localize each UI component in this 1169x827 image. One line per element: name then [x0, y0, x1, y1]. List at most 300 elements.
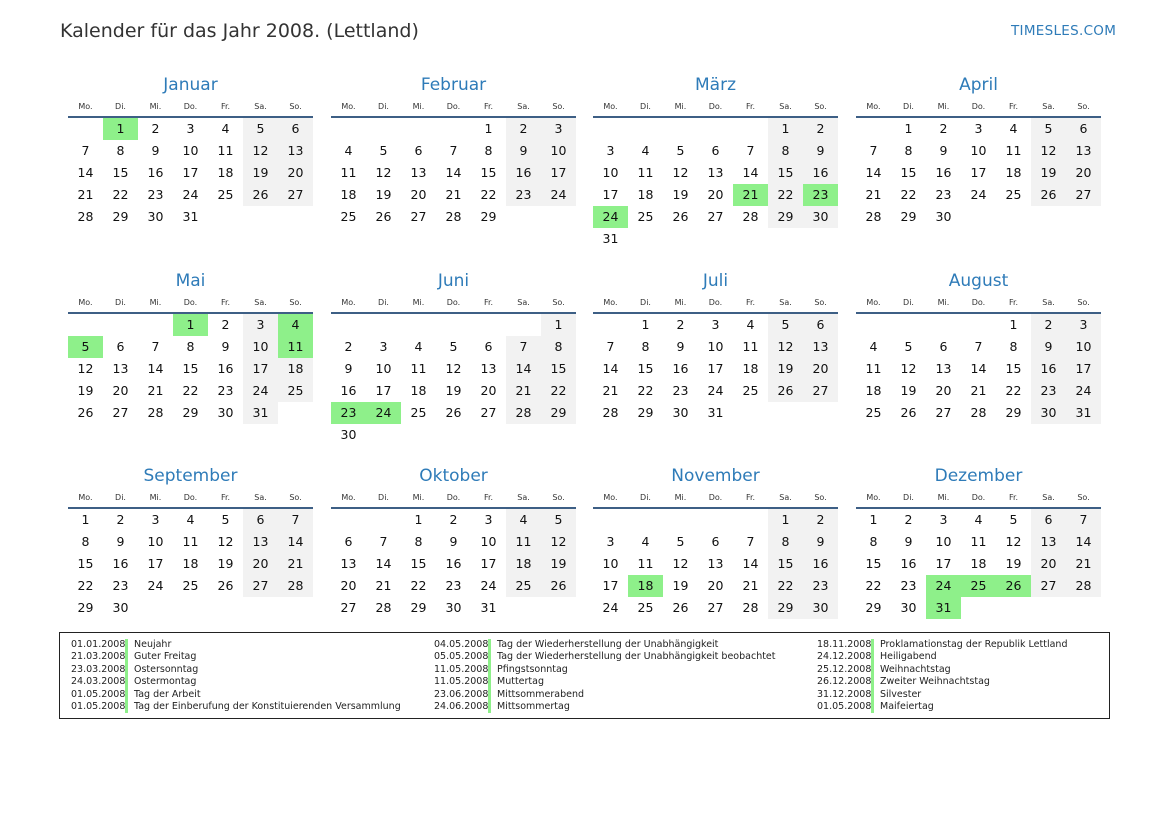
empty-cell: [663, 509, 698, 531]
day-cell: 21: [602, 383, 619, 398]
day-cell: 1: [1009, 317, 1018, 332]
day-cell: 25: [410, 405, 427, 420]
day-cell: 13: [278, 140, 313, 162]
day-cell: 22: [900, 187, 917, 202]
legend-holiday-name: Ostersonntag: [134, 663, 199, 675]
day-cell: 29: [182, 405, 199, 420]
day-cell: 17: [182, 165, 199, 180]
day-cell: 14: [147, 361, 164, 376]
legend-date: 24.12.2008: [817, 651, 874, 663]
day-cell: 27: [112, 405, 129, 420]
day-cell: 3: [711, 317, 720, 332]
day-cell: 7: [974, 339, 983, 354]
day-cell: 30: [1031, 402, 1066, 424]
day-cell: 7: [81, 143, 90, 158]
day-cell: 3: [484, 512, 493, 527]
weekday-label: Sa.: [517, 298, 530, 307]
day-grid: [68, 509, 313, 619]
legend-item: [817, 639, 1068, 651]
day-cell: 2: [939, 121, 948, 136]
weekday-label: So.: [552, 493, 565, 502]
day-cell: 12: [445, 361, 462, 376]
day-cell: 28: [602, 405, 619, 420]
day-cell: 10: [970, 143, 987, 158]
day-cell: 23: [900, 578, 917, 593]
day-cell: 12: [900, 361, 917, 376]
day-cell: 9: [116, 534, 125, 549]
day-cell: 21: [278, 553, 313, 575]
day-cell: 15: [768, 553, 803, 575]
weekday-label: So.: [289, 493, 302, 502]
day-cell: 4: [344, 143, 353, 158]
day-cell: 11: [410, 361, 427, 376]
legend-holiday-name: Pfingstsonntag: [497, 663, 568, 675]
legend-date: 04.05.2008: [434, 639, 491, 651]
day-cell: 16: [147, 165, 164, 180]
day-cell: 16: [803, 553, 838, 575]
legend-date: 05.05.2008: [434, 651, 491, 663]
day-cell: 18: [628, 575, 663, 597]
day-cell: 30: [147, 209, 164, 224]
month-name: Mai: [175, 271, 206, 291]
empty-cell: [436, 118, 471, 140]
day-cell: 5: [676, 143, 685, 158]
weekday-label: Mi.: [149, 298, 162, 307]
day-cell: 5: [68, 336, 103, 358]
day-cell: 31: [707, 405, 724, 420]
day-cell: 22: [768, 184, 803, 206]
day-cell: 8: [641, 339, 650, 354]
day-cell: 12: [672, 556, 689, 571]
day-cell: 3: [379, 339, 388, 354]
day-cell: 9: [904, 534, 913, 549]
weekday-label: Sa.: [1042, 102, 1055, 111]
empty-cell: [366, 118, 401, 140]
weekday-label: So.: [1077, 102, 1090, 111]
day-cell: 27: [340, 600, 357, 615]
weekday-label: Mi.: [937, 102, 950, 111]
day-cell: 1: [541, 314, 576, 336]
day-cell: 21: [445, 187, 462, 202]
weekday-label: Fr.: [220, 298, 231, 307]
day-cell: 3: [1066, 314, 1101, 336]
day-cell: 4: [414, 339, 423, 354]
day-cell: 24: [593, 206, 628, 228]
day-cell: 6: [243, 509, 278, 531]
weekday-label: So.: [552, 298, 565, 307]
weekday-label: So.: [289, 298, 302, 307]
day-cell: 19: [900, 383, 917, 398]
day-cell: 21: [865, 187, 882, 202]
day-cell: 29: [1005, 405, 1022, 420]
legend-date: 26.12.2008: [817, 676, 874, 688]
day-cell: 15: [410, 556, 427, 571]
day-cell: 7: [746, 143, 755, 158]
legend-date: 23.06.2008: [434, 689, 491, 701]
weekday-header: [593, 491, 838, 509]
day-cell: 10: [243, 336, 278, 358]
day-cell: 11: [970, 534, 987, 549]
day-cell: 14: [77, 165, 94, 180]
day-grid: [593, 118, 838, 250]
day-cell: 8: [186, 339, 195, 354]
month-name: Februar: [420, 75, 487, 95]
day-cell: 8: [904, 143, 913, 158]
day-cell: 28: [506, 402, 541, 424]
day-cell: 10: [935, 534, 952, 549]
empty-cell: [961, 314, 996, 336]
weekday-header: [68, 296, 313, 314]
day-cell: 13: [935, 361, 952, 376]
legend-item: [71, 639, 401, 651]
day-cell: 14: [445, 165, 462, 180]
day-cell: 24: [926, 575, 961, 597]
day-cell: 2: [1031, 314, 1066, 336]
day-cell: 19: [1031, 162, 1066, 184]
day-cell: 14: [602, 361, 619, 376]
day-cell: 26: [900, 405, 917, 420]
day-cell: 9: [449, 534, 458, 549]
day-cell: 13: [112, 361, 129, 376]
day-cell: 8: [768, 531, 803, 553]
day-cell: 26: [375, 209, 392, 224]
day-cell: 31: [480, 600, 497, 615]
day-cell: 18: [637, 187, 654, 202]
legend-holiday-name: Tag der Wiederherstellung der Unabhängigkeit beobachtet: [497, 651, 776, 663]
month-10: [331, 465, 576, 619]
day-grid: [68, 118, 313, 228]
day-cell: 26: [768, 380, 803, 402]
weekday-label: Fr.: [1008, 298, 1019, 307]
month-12: [856, 465, 1101, 619]
empty-cell: [506, 314, 541, 336]
day-cell: 27: [410, 209, 427, 224]
day-cell: 15: [1005, 361, 1022, 376]
legend-column: [71, 639, 401, 713]
day-cell: 5: [379, 143, 388, 158]
weekday-label: Mo.: [866, 493, 881, 502]
day-cell: 31: [1066, 402, 1101, 424]
day-cell: 18: [1005, 165, 1022, 180]
day-cell: 17: [602, 578, 619, 593]
day-cell: 22: [77, 578, 94, 593]
weekday-label: Mi.: [937, 298, 950, 307]
day-cell: 31: [926, 597, 961, 619]
month-7: [593, 270, 838, 424]
day-cell: 31: [243, 402, 278, 424]
day-cell: 23: [935, 187, 952, 202]
weekday-label: Mi.: [149, 493, 162, 502]
legend-date: 24.06.2008: [434, 701, 491, 713]
day-grid: [331, 509, 576, 619]
day-cell: 20: [803, 358, 838, 380]
month-5: [68, 270, 313, 424]
day-cell: 26: [217, 578, 234, 593]
day-cell: 27: [1031, 575, 1066, 597]
weekday-label: Di.: [115, 102, 126, 111]
day-cell: 15: [541, 358, 576, 380]
day-cell: 16: [803, 162, 838, 184]
day-cell: 27: [278, 184, 313, 206]
empty-cell: [891, 314, 926, 336]
day-cell: 9: [939, 143, 948, 158]
day-cell: 7: [1066, 509, 1101, 531]
day-cell: 28: [742, 209, 759, 224]
weekday-label: Sa.: [254, 493, 267, 502]
day-cell: 22: [865, 578, 882, 593]
day-cell: 10: [541, 140, 576, 162]
day-cell: 20: [1031, 553, 1066, 575]
day-cell: 4: [186, 512, 195, 527]
day-cell: 27: [803, 380, 838, 402]
day-grid: [331, 314, 576, 446]
day-cell: 6: [278, 118, 313, 140]
legend-holiday-name: Neujahr: [134, 639, 172, 650]
day-cell: 29: [77, 600, 94, 615]
day-cell: 6: [344, 534, 353, 549]
day-cell: 10: [480, 534, 497, 549]
day-cell: 20: [707, 578, 724, 593]
day-cell: 15: [77, 556, 94, 571]
day-cell: 18: [742, 361, 759, 376]
weekday-label: Fr.: [483, 493, 494, 502]
day-cell: 2: [676, 317, 685, 332]
weekday-label: So.: [552, 102, 565, 111]
weekday-label: Mo.: [866, 298, 881, 307]
day-cell: 12: [541, 531, 576, 553]
day-cell: 23: [331, 402, 366, 424]
day-cell: 29: [480, 209, 497, 224]
day-cell: 11: [1005, 143, 1022, 158]
day-cell: 5: [768, 314, 803, 336]
empty-cell: [401, 118, 436, 140]
day-cell: 9: [151, 143, 160, 158]
legend-holiday-name: Muttertag: [497, 676, 544, 688]
empty-cell: [856, 314, 891, 336]
legend-holiday-name: Tag der Wiederherstellung der Unabhängigkeit: [497, 639, 719, 650]
weekday-header: [593, 296, 838, 314]
day-cell: 22: [541, 380, 576, 402]
empty-cell: [331, 314, 366, 336]
day-cell: 3: [606, 143, 615, 158]
legend-date: 24.03.2008: [71, 676, 128, 688]
weekday-label: Mi.: [149, 102, 162, 111]
day-cell: 19: [1005, 556, 1022, 571]
day-cell: 1: [641, 317, 650, 332]
day-cell: 28: [1066, 575, 1101, 597]
day-cell: 6: [484, 339, 493, 354]
day-cell: 7: [506, 336, 541, 358]
empty-cell: [593, 314, 628, 336]
day-cell: 11: [865, 361, 882, 376]
day-cell: 8: [541, 336, 576, 358]
day-cell: 16: [900, 556, 917, 571]
weekday-label: Di.: [903, 102, 914, 111]
day-cell: 20: [480, 383, 497, 398]
day-cell: 19: [77, 383, 94, 398]
day-cell: 31: [602, 231, 619, 246]
day-cell: 25: [865, 405, 882, 420]
day-cell: 1: [81, 512, 90, 527]
day-cell: 6: [1066, 118, 1101, 140]
day-cell: 30: [803, 597, 838, 619]
day-cell: 26: [1031, 184, 1066, 206]
legend-item: [434, 701, 776, 713]
day-cell: 6: [116, 339, 125, 354]
day-cell: 22: [637, 383, 654, 398]
day-cell: 30: [935, 209, 952, 224]
empty-cell: [698, 509, 733, 531]
weekday-label: Do.: [708, 298, 723, 307]
day-cell: 14: [970, 361, 987, 376]
weekday-header: [68, 100, 313, 118]
day-cell: 29: [112, 209, 129, 224]
day-cell: 14: [506, 358, 541, 380]
day-cell: 13: [1031, 531, 1066, 553]
day-cell: 4: [278, 314, 313, 336]
day-cell: 29: [768, 206, 803, 228]
day-cell: 11: [278, 336, 313, 358]
day-cell: 3: [186, 121, 195, 136]
weekday-header: [593, 100, 838, 118]
weekday-label: Mo.: [603, 493, 618, 502]
weekday-label: So.: [814, 298, 827, 307]
day-cell: 10: [602, 556, 619, 571]
day-cell: 20: [243, 553, 278, 575]
day-cell: 3: [541, 118, 576, 140]
day-cell: 24: [970, 187, 987, 202]
day-cell: 24: [1066, 380, 1101, 402]
day-cell: 13: [1066, 140, 1101, 162]
month-3: [593, 74, 838, 250]
empty-cell: [663, 118, 698, 140]
day-cell: 24: [707, 383, 724, 398]
weekday-label: Di.: [378, 493, 389, 502]
day-cell: 1: [869, 512, 878, 527]
legend-item: [434, 689, 776, 701]
day-cell: 23: [803, 184, 838, 206]
day-cell: 13: [243, 531, 278, 553]
weekday-label: Mo.: [866, 102, 881, 111]
day-cell: 22: [410, 578, 427, 593]
day-cell: 12: [672, 165, 689, 180]
day-cell: 2: [506, 118, 541, 140]
weekday-label: Mo.: [341, 298, 356, 307]
legend-date: 11.05.2008: [434, 664, 491, 676]
legend-holiday-name: Tag der Arbeit: [134, 688, 201, 700]
weekday-header: [331, 296, 576, 314]
weekday-label: Mo.: [78, 102, 93, 111]
day-cell: 7: [449, 143, 458, 158]
weekday-label: So.: [1077, 493, 1090, 502]
day-cell: 16: [340, 383, 357, 398]
day-cell: 8: [414, 534, 423, 549]
month-name: April: [959, 75, 998, 95]
weekday-label: So.: [1077, 298, 1090, 307]
day-cell: 10: [147, 534, 164, 549]
empty-cell: [593, 509, 628, 531]
day-cell: 16: [112, 556, 129, 571]
day-cell: 23: [506, 184, 541, 206]
day-cell: 27: [480, 405, 497, 420]
day-cell: 11: [742, 339, 759, 354]
day-cell: 20: [112, 383, 129, 398]
weekday-label: Do.: [708, 102, 723, 111]
empty-cell: [366, 314, 401, 336]
day-cell: 2: [151, 121, 160, 136]
day-cell: 25: [506, 575, 541, 597]
day-grid: [68, 314, 313, 424]
day-cell: 20: [340, 578, 357, 593]
weekday-label: Fr.: [1008, 493, 1019, 502]
weekday-label: Do.: [971, 102, 986, 111]
day-cell: 12: [77, 361, 94, 376]
day-cell: 25: [742, 383, 759, 398]
day-cell: 12: [1005, 534, 1022, 549]
weekday-label: Fr.: [220, 493, 231, 502]
day-cell: 16: [506, 162, 541, 184]
legend-date: 31.12.2008: [817, 689, 874, 701]
legend-holiday-name: Weihnachtstag: [880, 663, 951, 675]
weekday-label: Mo.: [78, 493, 93, 502]
weekday-label: So.: [814, 102, 827, 111]
legend-holiday-name: Proklamationstag der Republik Lettland: [880, 639, 1068, 650]
weekday-label: Di.: [640, 493, 651, 502]
day-cell: 29: [900, 209, 917, 224]
day-cell: 23: [672, 383, 689, 398]
day-cell: 30: [340, 427, 357, 442]
empty-cell: [103, 314, 138, 336]
day-cell: 18: [182, 556, 199, 571]
day-cell: 5: [904, 339, 913, 354]
day-cell: 25: [961, 575, 996, 597]
legend-item: [817, 689, 1068, 701]
legend-date: 11.05.2008: [434, 676, 491, 688]
day-cell: 4: [746, 317, 755, 332]
weekday-label: Mi.: [412, 298, 425, 307]
weekday-label: Mo.: [341, 102, 356, 111]
day-cell: 22: [1005, 383, 1022, 398]
weekday-label: Mi.: [674, 493, 687, 502]
day-cell: 15: [182, 361, 199, 376]
empty-cell: [856, 118, 891, 140]
day-cell: 23: [112, 578, 129, 593]
day-cell: 6: [711, 534, 720, 549]
day-cell: 11: [506, 531, 541, 553]
weekday-label: Sa.: [779, 298, 792, 307]
day-cell: 30: [445, 600, 462, 615]
empty-cell: [68, 118, 103, 140]
day-cell: 10: [375, 361, 392, 376]
day-cell: 18: [410, 383, 427, 398]
day-cell: 18: [970, 556, 987, 571]
month-4: [856, 74, 1101, 228]
day-cell: 25: [182, 578, 199, 593]
brand-link[interactable]: TIMESLES.COM: [1011, 23, 1117, 39]
weekday-label: Fr.: [745, 298, 756, 307]
month-8: [856, 270, 1101, 424]
day-cell: 27: [1066, 184, 1101, 206]
day-cell: 30: [112, 600, 129, 615]
day-cell: 11: [637, 165, 654, 180]
day-cell: 21: [970, 383, 987, 398]
legend-item: [817, 664, 1068, 676]
empty-cell: [926, 314, 961, 336]
day-cell: 16: [217, 361, 234, 376]
month-name: März: [695, 75, 736, 95]
month-9: [68, 465, 313, 619]
empty-cell: [331, 509, 366, 531]
